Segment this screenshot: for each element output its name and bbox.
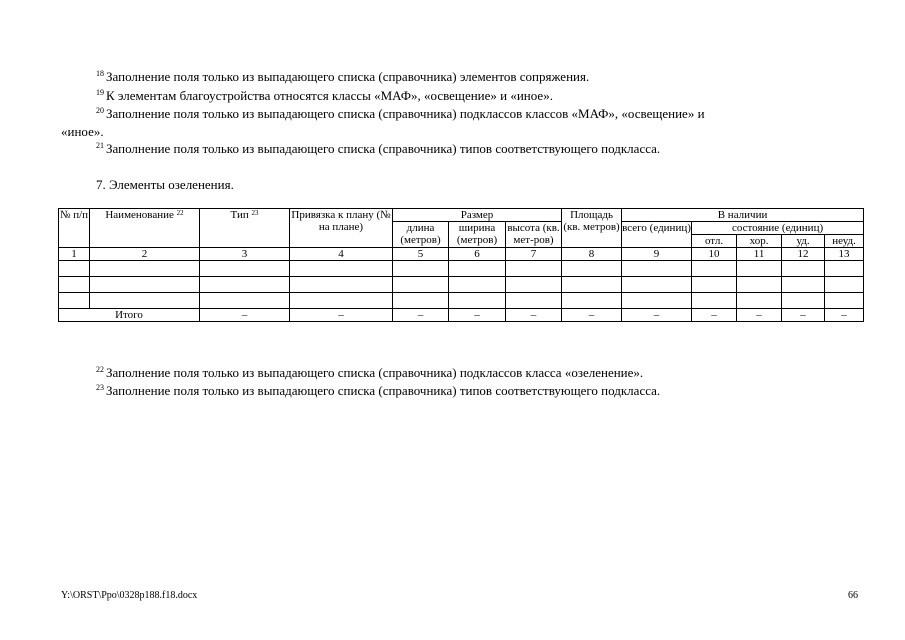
table-row	[59, 277, 864, 293]
table-cell	[506, 261, 562, 277]
table-cell	[782, 277, 825, 293]
footnote-18-number: 18	[96, 69, 104, 78]
footnote-22-number: 22	[96, 365, 104, 374]
footer-file-path: Y:\ORST\Ppo\0328p188.f18.docx	[61, 590, 198, 601]
table-cell	[290, 277, 393, 293]
table-cell	[90, 293, 200, 309]
header-number: № п/п	[59, 209, 90, 248]
column-number: 4	[290, 248, 393, 261]
table-cell	[737, 261, 782, 277]
column-number: 8	[562, 248, 622, 261]
header-width: ширина (метров)	[449, 222, 506, 248]
footnote-18	[96, 69, 589, 84]
table-cell	[825, 261, 864, 277]
total-value: –	[449, 309, 506, 322]
header-height: высота (кв. мет-ров)	[507, 222, 560, 246]
column-number: 7	[506, 248, 562, 261]
total-value: –	[290, 309, 393, 322]
total-value: –	[782, 309, 825, 322]
table-cell	[59, 261, 90, 277]
header-type-label: Тип	[230, 209, 249, 221]
table-cell	[737, 293, 782, 309]
table-cell	[825, 293, 864, 309]
footnote-23-number: 23	[96, 383, 104, 392]
section-heading: 7. Элементы озеленения.	[96, 177, 234, 192]
table-cell	[449, 277, 506, 293]
total-value: –	[200, 309, 290, 322]
greenery-elements-table	[58, 208, 864, 322]
footnote-22-text: Заполнение поля только из выпадающего списка (справочника) подклассов класса «озеленение».	[106, 365, 644, 380]
header-name-label: Наименование	[105, 209, 174, 221]
header-length: длина (метров)	[393, 222, 449, 248]
table-cell	[59, 293, 90, 309]
table-row	[59, 261, 864, 277]
table-cell	[200, 261, 290, 277]
column-number: 9	[622, 248, 692, 261]
total-value: –	[622, 309, 692, 322]
header-unsatisfactory: неуд.	[825, 235, 864, 248]
column-number: 5	[393, 248, 449, 261]
footnote-21-number: 21	[96, 141, 104, 150]
header-name	[90, 209, 200, 248]
table-cell	[562, 261, 622, 277]
header-type	[200, 209, 290, 248]
column-number: 3	[200, 248, 290, 261]
table-cell	[506, 277, 562, 293]
header-area: Площадь (кв. метров)	[562, 209, 622, 248]
table-cell	[737, 277, 782, 293]
header-good: хор.	[737, 235, 782, 248]
table-cell	[393, 293, 449, 309]
footnote-18-text: Заполнение поля только из выпадающего списка (справочника) элементов сопряжения.	[106, 69, 590, 84]
footnote-23-text: Заполнение поля только из выпадающего списка (справочника) типов соответствующего подкласса.	[106, 383, 661, 398]
footnote-20	[96, 106, 705, 121]
table-cell	[393, 261, 449, 277]
table-cell	[562, 277, 622, 293]
column-number-row	[59, 248, 864, 261]
footnote-21-text: Заполнение поля только из выпадающего списка (справочника) типов соответствующего подкласса.	[106, 141, 661, 156]
column-number: 13	[825, 248, 864, 261]
table-cell	[692, 277, 737, 293]
table-cell	[692, 293, 737, 309]
table-cell	[825, 277, 864, 293]
table-cell	[290, 261, 393, 277]
total-value: –	[692, 309, 737, 322]
table-cell	[562, 293, 622, 309]
page-number: 66	[848, 590, 858, 601]
footnote-19-number: 19	[96, 88, 104, 97]
table-cell	[90, 277, 200, 293]
header-plan-binding: Привязка к плану (№ на плане)	[290, 209, 393, 248]
total-value: –	[506, 309, 562, 322]
footnote-20-number: 20	[96, 106, 104, 115]
total-label: Итого	[59, 309, 200, 322]
table-cell	[782, 261, 825, 277]
footnote-19	[96, 88, 553, 103]
header-total-units: всего (единиц)	[622, 222, 692, 248]
total-value: –	[737, 309, 782, 322]
footnote-21	[96, 141, 660, 156]
table-cell	[782, 293, 825, 309]
column-number: 10	[692, 248, 737, 261]
column-number: 6	[449, 248, 506, 261]
total-row	[59, 309, 864, 322]
footnote-23	[96, 383, 660, 398]
footnote-19-text: К элементам благоустройства относятся классы «МАФ», «освещение» и «иное».	[106, 88, 553, 103]
header-excellent: отл.	[692, 235, 737, 248]
table-row	[59, 293, 864, 309]
total-value: –	[393, 309, 449, 322]
column-number: 2	[90, 248, 200, 261]
table-cell	[200, 293, 290, 309]
table-cell	[393, 277, 449, 293]
column-number: 11	[737, 248, 782, 261]
footnote-22	[96, 365, 643, 380]
column-number: 1	[59, 248, 90, 261]
table-cell	[200, 277, 290, 293]
table-cell	[90, 261, 200, 277]
column-number: 12	[782, 248, 825, 261]
total-value: –	[825, 309, 864, 322]
total-value: –	[562, 309, 622, 322]
table-cell	[622, 277, 692, 293]
table-cell	[622, 261, 692, 277]
header-size: Размер	[393, 209, 562, 222]
header-satisfactory: уд.	[782, 235, 825, 248]
table-cell	[622, 293, 692, 309]
table-cell	[449, 293, 506, 309]
table-cell	[59, 277, 90, 293]
footnote-20-continuation: «иное».	[61, 124, 104, 139]
table-cell	[290, 293, 393, 309]
table-cell	[449, 261, 506, 277]
header-name-footnote: 22	[176, 209, 184, 217]
table-cell	[506, 293, 562, 309]
table-cell	[692, 261, 737, 277]
header-available: В наличии	[622, 209, 864, 222]
footnote-20-text: Заполнение поля только из выпадающего списка (справочника) подклассов классов «МАФ», «освещение» и	[106, 106, 705, 121]
header-condition: состояние (единиц)	[692, 222, 864, 235]
header-type-footnote: 23	[251, 209, 259, 217]
